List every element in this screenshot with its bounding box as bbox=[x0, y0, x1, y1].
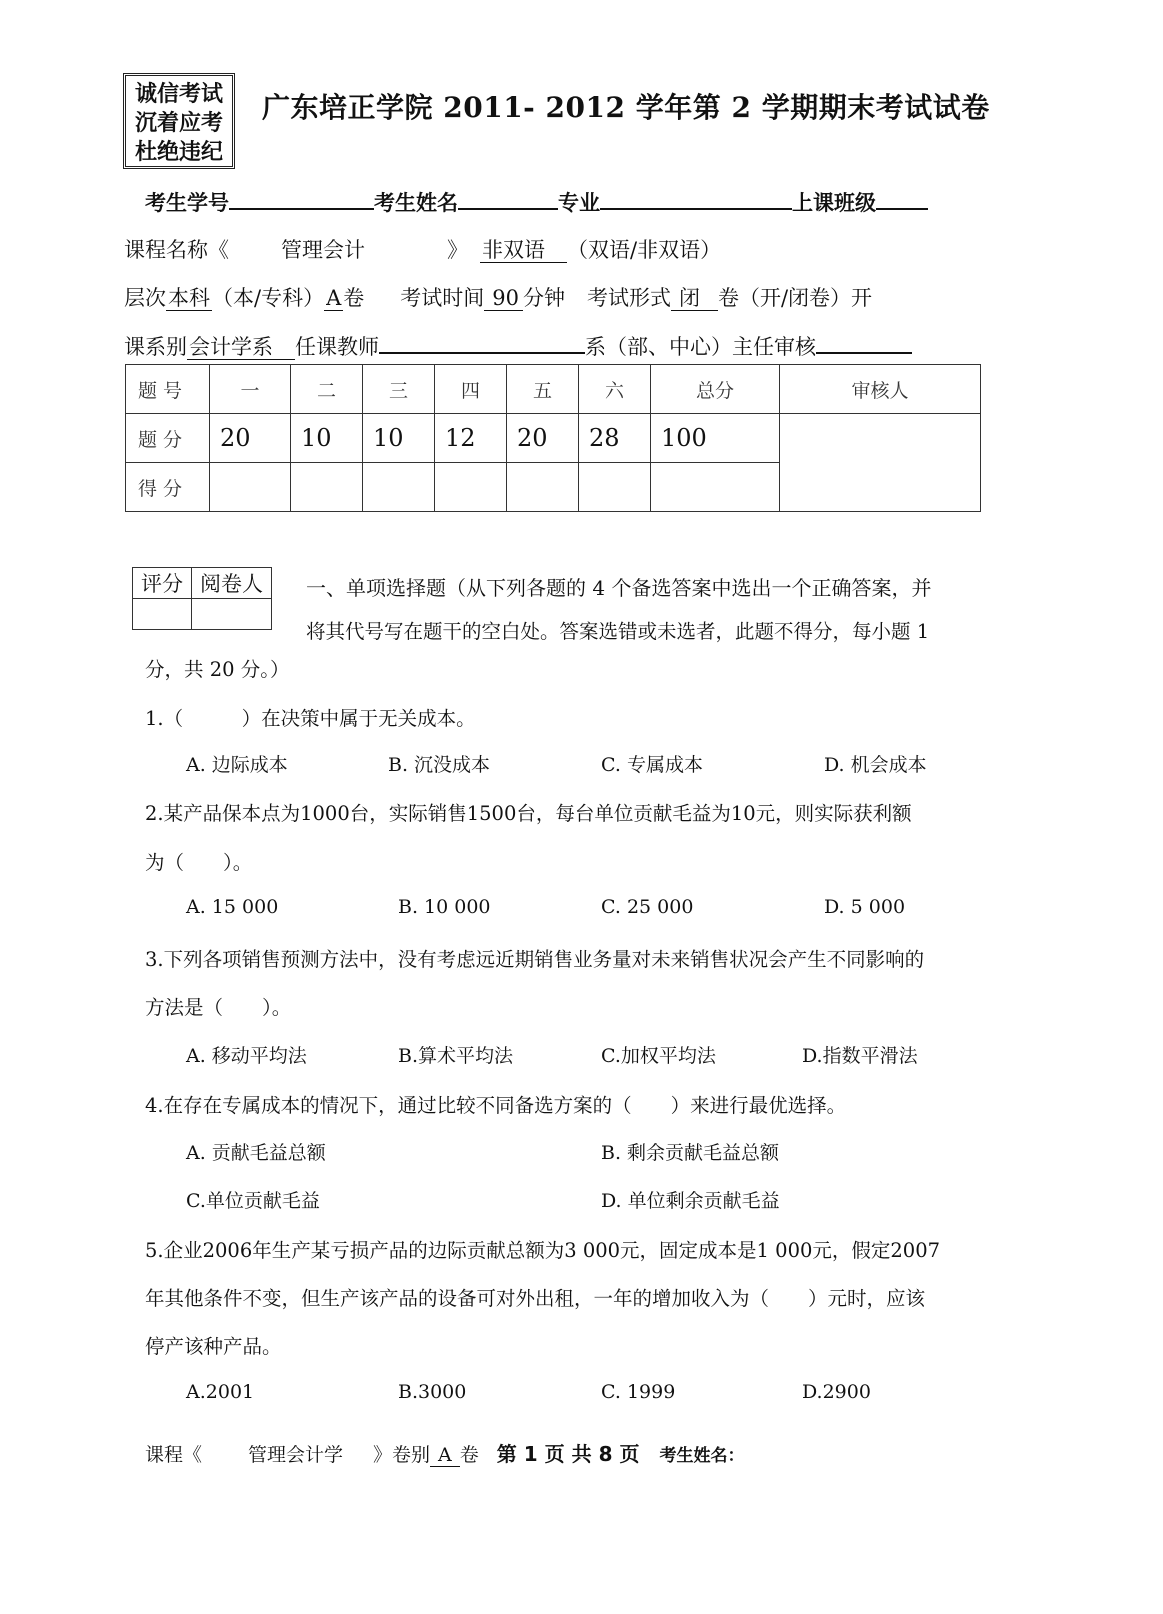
q3-option-a: A. 移动平均法 bbox=[186, 1045, 307, 1067]
header-total: 总分 bbox=[651, 365, 780, 414]
points-q6: 28 bbox=[579, 414, 651, 463]
q2-stem-line2: 为（ ）。 bbox=[145, 851, 253, 874]
class-blank[interactable] bbox=[876, 186, 928, 210]
header-reviewer: 审核人 bbox=[780, 365, 981, 414]
exam-title: 广东培正学院 2011- 2012 学年第 2 学期期末考试试卷 bbox=[262, 91, 990, 124]
page-footer bbox=[145, 1438, 744, 1467]
footer-page-number: 第 1 页 共 8 页 bbox=[496, 1442, 640, 1466]
form-hint: 卷（开/闭卷）开 bbox=[717, 286, 873, 310]
grader-box bbox=[132, 567, 272, 630]
header-q5: 五 bbox=[507, 365, 579, 414]
student-id-label: 考生学号 bbox=[145, 190, 229, 215]
got-q2[interactable] bbox=[291, 463, 363, 512]
q4-option-b: B. 剩余贡献毛益总额 bbox=[601, 1142, 780, 1164]
grader-score-cell[interactable] bbox=[133, 599, 192, 630]
grader-score-label: 评分 bbox=[133, 568, 192, 599]
major-blank[interactable] bbox=[600, 186, 792, 210]
teacher-label: 任课教师 bbox=[295, 335, 379, 359]
section1-line3: 分，共 20 分。） bbox=[145, 658, 290, 681]
points-total: 100 bbox=[651, 414, 780, 463]
points-q4: 12 bbox=[435, 414, 507, 463]
q3-option-d: D.指数平滑法 bbox=[802, 1045, 918, 1067]
got-q4[interactable] bbox=[435, 463, 507, 512]
q3-option-b: B.算术平均法 bbox=[398, 1045, 514, 1067]
time-unit: 分钟 bbox=[522, 286, 565, 310]
q3-stem-line2: 方法是（ ）。 bbox=[145, 996, 292, 1019]
footer-name-label: 考生姓名： bbox=[659, 1446, 745, 1466]
q2-option-d: D. 5 000 bbox=[824, 896, 906, 918]
dept-value: 会计学系 bbox=[187, 335, 295, 360]
score-table bbox=[125, 364, 981, 512]
integrity-stamp bbox=[123, 73, 235, 169]
stamp-line-1: 诚信考试 bbox=[134, 81, 223, 107]
header-q3: 三 bbox=[363, 365, 435, 414]
form-label: 考试形式 bbox=[586, 286, 671, 310]
time-value: 90 bbox=[484, 286, 523, 311]
course-row bbox=[124, 234, 721, 264]
dept-prefix: 课系别 bbox=[124, 335, 187, 359]
time-label: 考试时间 bbox=[400, 286, 485, 310]
points-q3: 10 bbox=[363, 414, 435, 463]
q2-option-a: A. 15 000 bbox=[186, 896, 279, 918]
class-label: 上课班级 bbox=[792, 190, 876, 215]
major-label: 专业 bbox=[558, 190, 600, 215]
q1-option-a: A. 边际成本 bbox=[186, 754, 288, 776]
q4-option-d: D. 单位剩余贡献毛益 bbox=[601, 1190, 780, 1212]
section1-line2: 将其代号写在题干的空白处。答案选错或未选者，此题不得分，每小题 1 bbox=[306, 620, 930, 643]
director-blank[interactable] bbox=[816, 330, 912, 354]
q3-option-c: C.加权平均法 bbox=[601, 1045, 716, 1067]
footer-course-prefix: 课程《 bbox=[145, 1444, 203, 1466]
header-q2: 二 bbox=[291, 365, 363, 414]
q1-option-d: D. 机会成本 bbox=[824, 754, 927, 776]
q5-option-b: B.3000 bbox=[398, 1381, 467, 1403]
q4-stem: 4.在存在专属成本的情况下，通过比较不同备选方案的（ ）来进行最优选择。 bbox=[145, 1094, 847, 1117]
got-label: 得 分 bbox=[126, 463, 210, 512]
q4-option-a: A. 贡献毛益总额 bbox=[186, 1142, 326, 1164]
points-q1: 20 bbox=[210, 414, 291, 463]
got-q6[interactable] bbox=[579, 463, 651, 512]
section1-line1: 一、单项选择题（从下列各题的 4 个备选答案中选出一个正确答案，并 bbox=[306, 576, 932, 600]
header-q1: 一 bbox=[210, 365, 291, 414]
footer-course-suffix: 》卷别 bbox=[373, 1444, 431, 1466]
director-label: 系（部、中心）主任审核 bbox=[585, 335, 816, 359]
q5-option-c: C. 1999 bbox=[601, 1381, 676, 1403]
course-close: 》 bbox=[447, 238, 468, 262]
q2-option-c: C. 25 000 bbox=[601, 896, 694, 918]
got-q1[interactable] bbox=[210, 463, 291, 512]
points-row bbox=[126, 414, 981, 463]
footer-paper-suffix: 卷 bbox=[459, 1444, 479, 1466]
q5-stem-line3: 停产该种产品。 bbox=[145, 1335, 282, 1358]
score-header-row bbox=[126, 365, 981, 414]
form-value: 闭 bbox=[671, 286, 718, 311]
q5-option-a: A.2001 bbox=[186, 1381, 255, 1403]
q5-option-d: D.2900 bbox=[802, 1381, 871, 1403]
got-total[interactable] bbox=[651, 463, 780, 512]
level-value: 本科 bbox=[168, 286, 210, 310]
paper-value: A bbox=[326, 286, 342, 310]
student-info-row bbox=[145, 186, 928, 217]
footer-paper: A bbox=[430, 1444, 460, 1467]
q3-stem-line1: 3.下列各项销售预测方法中，没有考虑远近期销售业务量对未来销售状况会产生不同影响的 bbox=[145, 948, 925, 971]
student-name-label: 考生姓名 bbox=[374, 190, 458, 215]
points-q5: 20 bbox=[507, 414, 579, 463]
q2-stem-line1: 2.某产品保本点为1000台，实际销售1500台，每台单位贡献毛益为10元，则实际获利额 bbox=[145, 802, 912, 825]
student-name-blank[interactable] bbox=[458, 186, 558, 210]
paper-suffix: 卷 bbox=[343, 286, 365, 310]
grader-reviewer-cell[interactable] bbox=[192, 599, 272, 630]
grader-reviewer-label: 阅卷人 bbox=[192, 568, 272, 599]
bilingual-hint: （双语/非双语） bbox=[567, 238, 722, 262]
bilingual-value: 非双语 bbox=[480, 238, 567, 263]
got-q3[interactable] bbox=[363, 463, 435, 512]
q5-stem-line2: 年其他条件不变，但生产该产品的设备可对外出租，一年的增加收入为（ ）元时，应该 bbox=[145, 1287, 926, 1310]
points-label: 题 分 bbox=[126, 414, 210, 463]
reviewer-cell[interactable] bbox=[780, 414, 981, 512]
course-name: 管理会计 bbox=[281, 238, 365, 262]
header-q4: 四 bbox=[435, 365, 507, 414]
teacher-blank[interactable] bbox=[379, 330, 585, 354]
q1-option-b: B. 沉没成本 bbox=[388, 754, 491, 776]
header-question-no: 题 号 bbox=[126, 365, 210, 414]
q1-option-c: C. 专属成本 bbox=[601, 754, 703, 776]
q4-option-c: C.单位贡献毛益 bbox=[186, 1190, 320, 1212]
points-q2: 10 bbox=[291, 414, 363, 463]
q2-option-b: B. 10 000 bbox=[398, 896, 491, 918]
level-hint: （本/专科） bbox=[212, 286, 325, 310]
q1-stem: 1.（ ）在决策中属于无关成本。 bbox=[145, 707, 476, 730]
student-id-blank[interactable] bbox=[229, 186, 374, 210]
got-q5[interactable] bbox=[507, 463, 579, 512]
header-q6: 六 bbox=[579, 365, 651, 414]
level-label: 层次 bbox=[124, 286, 166, 310]
stamp-line-2: 沉着应考 bbox=[134, 110, 223, 136]
footer-course-name: 管理会计学 bbox=[248, 1444, 344, 1466]
stamp-line-3: 杜绝违纪 bbox=[134, 139, 223, 165]
q5-stem-line1: 5.企业2006年生产某亏损产品的边际贡献总额为3 000元，固定成本是1 000元，假定2007 bbox=[145, 1239, 941, 1262]
exam-meta-row bbox=[124, 282, 872, 312]
department-row bbox=[124, 330, 912, 361]
course-label: 课程名称《 bbox=[124, 238, 229, 262]
